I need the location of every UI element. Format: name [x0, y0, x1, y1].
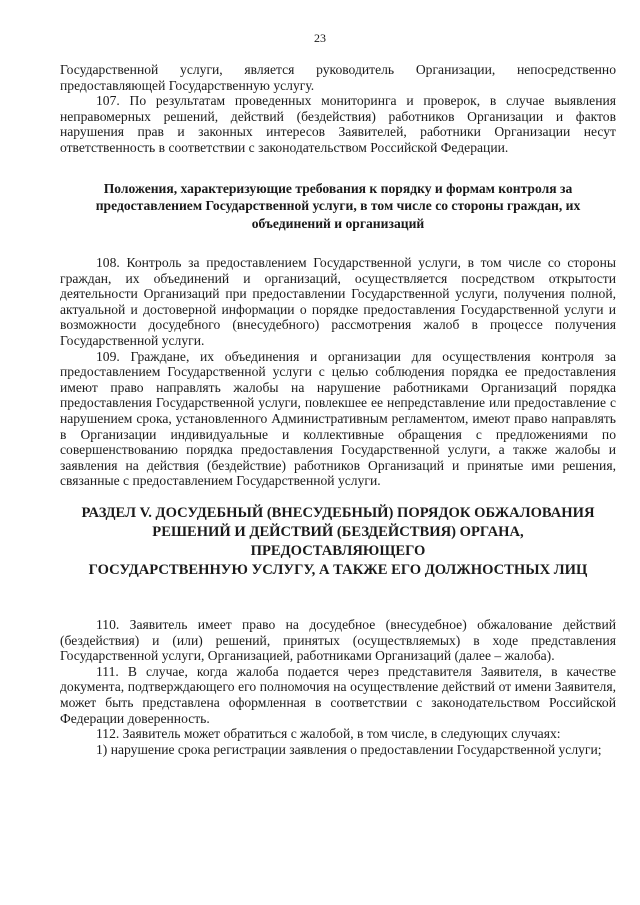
chapter-heading-line: РАЗДЕЛ V. ДОСУДЕБНЫЙ (ВНЕСУДЕБНЫЙ) ПОРЯДОК ОБЖАЛОВАНИЯ: [81, 504, 595, 521]
section-heading-line: объединений и организаций: [251, 215, 425, 231]
chapter-heading-line: ГОСУДАРСТВЕННУЮ УСЛУГУ, А ТАКЖЕ ЕГО ДОЛЖНОСТНЫХ ЛИЦ: [88, 561, 588, 578]
paragraph-108: 108. Контроль за предоставлением Государственной услуги, в том числе со стороны граждан, их объединений и организаций, осуществляется посредством открытости деятельности Организаций при предоставлении Государственной услуги, получения полной, актуальной и достоверной информации о порядке предоставления Государственной услуги и возможности досудебного (внесудебного) рассмотрения жалоб в процессе получения Государственной услуги.: [60, 255, 616, 349]
section-heading-line: Положения, характеризующие требования к порядку и формам контроля за: [103, 180, 573, 196]
section-heading: [60, 180, 616, 233]
section-heading-line: предоставлением Государственной услуги, в том числе со стороны граждан, их: [95, 198, 581, 214]
paragraph-112-item-1: 1) нарушение срока регистрации заявления о предоставлении Государственной услуги;: [96, 741, 602, 757]
paragraph-112: 112. Заявитель может обратиться с жалобой, в том числе, в следующих случаях:: [96, 726, 561, 742]
paragraph-109: 109. Граждане, их объединения и организации для осуществления контроля за предоставлением Государственной услуги с целью соблюдения порядка ее предоставления имеют право направлять жалобы на нарушение работниками Организаций порядка предоставления Государственной услуги, повлекшее ее непредставление или предоставление с нарушением срока, установленного Административным регламентом, имеют право направлять в Организации индивидуальные и коллективные обращения с предложениями по совершенствованию порядка предоставления Государственной услуги, а также жалобы и заявления на действия (бездействие) работников Организаций и принятые ими решения, связанные с предоставлением Государственной услуги.: [60, 348, 616, 489]
paragraph-111: 111. В случае, когда жалоба подается через представителя Заявителя, в качестве документа, подтверждающего его полномочия на осуществление действий от имени Заявителя, может быть представлена оформленная в соответствии с законодательством Российской Федерации доверенность.: [60, 663, 616, 726]
chapter-heading-line: РЕШЕНИЙ И ДЕЙСТВИЙ (БЕЗДЕЙСТВИЯ) ОРГАНА,: [152, 523, 524, 540]
chapter-heading: [60, 504, 616, 580]
chapter-heading-line: ПРЕДОСТАВЛЯЮЩЕГО: [250, 542, 426, 559]
page-number: 23: [314, 31, 326, 45]
document-body: [60, 62, 616, 757]
paragraph-106-continuation: Государственной услуги, является руководитель Организации, непосредственно предоставляющей Государственную услугу.: [60, 62, 616, 93]
paragraph-110: 110. Заявитель имеет право на досудебное (внесудебное) обжалование действий (бездействия) и (или) решений, принятых (осуществляемых) в ходе представления Государственной услуги, Организацией, работниками Организаций (далее – жалоба).: [60, 616, 616, 664]
paragraph-107: 107. По результатам проведенных мониторинга и проверок, в случае выявления неправомерных решений, действий (бездействия) работников Организации и фактов нарушения прав и законных интересов Заявителей, работники Организации несут ответственность в соответствии с законодательством Российской Федерации.: [60, 93, 616, 155]
